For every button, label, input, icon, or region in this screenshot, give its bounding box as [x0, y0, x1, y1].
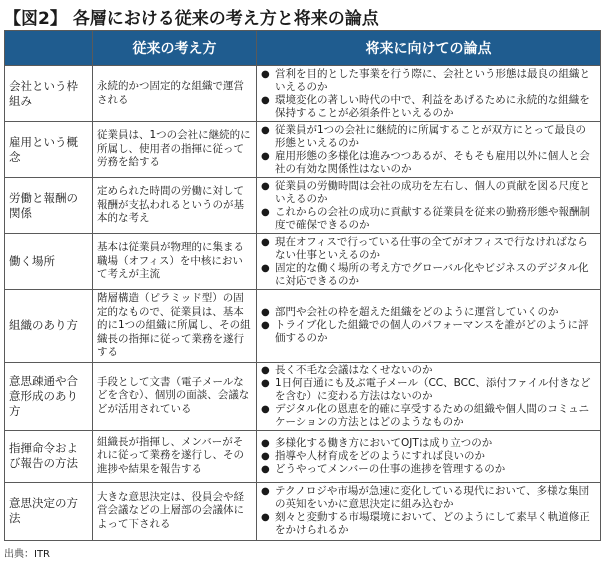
traditional-cell: 永続的かつ固定的な組織で運営される: [93, 66, 257, 122]
future-point: ● テクノロジや市場が急速に変化している現代において、多様な集団の英知をいかに意思決定に組み込むか: [261, 485, 590, 510]
bullet-icon: ●: [261, 180, 270, 192]
future-point: ● 部門や会社の枠を超えた組織をどのように運営していくのか: [261, 306, 559, 319]
table-row: [5, 482, 601, 540]
bullet-icon: ●: [261, 94, 270, 106]
future-point: ● トライブ化した組織での個人のパフォーマンスを誰がどのように評価するのか: [261, 319, 589, 345]
future-point: ● 1日何百通にも及ぶ電子メール（CC、BCC、添付ファイル付きなどを含む）に変わる方法はないのか: [261, 376, 591, 402]
table-row: [5, 178, 601, 234]
traditional-cell: 定められた時間の労働に対して報酬が支払われるというのが基本的な考え: [93, 178, 257, 234]
header-row: [5, 31, 601, 66]
future-point: ● 多様化する働き方においてOJTは成り立つのか: [261, 436, 493, 449]
row-label: 雇用という概念: [5, 122, 93, 178]
future-point: ● 固定的な働く場所の考え方でグローバル化やビジネスのデジタル化に対応できるのか: [261, 261, 589, 287]
bullet-icon: ●: [261, 236, 270, 248]
bullet-icon: ●: [261, 437, 270, 449]
row-label: 意思決定の方法: [5, 482, 93, 540]
traditional-cell: 基本は従業員が物理的に集まる職場（オフィス）を中核において考えが主流: [93, 234, 257, 290]
table-row: [5, 122, 601, 178]
future-point: ● 営利を目的とした事業を行う際に、会社という形態は最良の組織といえるのか: [261, 67, 590, 93]
row-label: 組織のあり方: [5, 290, 93, 363]
bullet-icon: ●: [261, 512, 270, 523]
bullet-icon: ●: [261, 124, 270, 136]
bullet-icon: ●: [261, 377, 270, 389]
future-cell: [257, 122, 601, 178]
traditional-cell: 大きな意思決定は、役員会や経営会議などの上層部の会議体によって下される: [93, 482, 257, 540]
traditional-cell: 階層構造（ピラミッド型）の固定的なもので、従業員は、基本的に1つの組織に所属し、その組織長の指揮に従って業務を遂行する: [93, 290, 257, 363]
future-cell: [257, 290, 601, 363]
table-row: [5, 290, 601, 363]
bullet-icon: ●: [261, 463, 270, 475]
bullet-icon: ●: [261, 150, 270, 162]
traditional-cell: 手段として文書（電子メールなどを含む）、個別の面談、会議などが活用されている: [93, 362, 257, 430]
bullet-icon: ●: [261, 403, 270, 415]
future-point: ● 雇用形態の多様化は進みつつあるが、そもそも雇用以外に個人と会社の有効な関係性はないのか: [261, 149, 590, 175]
table-row: [5, 430, 601, 482]
header-traditional: 従来の考え方: [93, 31, 257, 66]
figure-title: 【図2】 各層における従来の考え方と将来の論点: [4, 9, 379, 29]
future-point: ● 指導や人材育成をどのようにすれば良いのか: [261, 449, 485, 462]
future-cell: [257, 66, 601, 122]
bullet-icon: ●: [261, 68, 270, 80]
row-label: 労働と報酬の関係: [5, 178, 93, 234]
table-row: [5, 362, 601, 430]
future-cell: [257, 482, 601, 540]
comparison-table: [4, 30, 601, 541]
bullet-icon: ●: [261, 450, 270, 462]
row-label: 指揮命令および報告の方法: [5, 430, 93, 482]
future-point: ● 刻々と変動する市場環境において、どのようにして素早く軌道修正をかけられるか: [261, 511, 590, 536]
future-point: ● 長く不毛な会議はなくせないのか: [261, 363, 433, 376]
row-label: 会社という枠組み: [5, 66, 93, 122]
header-future: 将来に向けての論点: [257, 31, 601, 66]
row-label: 働く場所: [5, 234, 93, 290]
future-point: ● デジタル化の恩恵を的確に享受するための組織や個人間のコミュニケーションの方法とはどのようなものか: [261, 402, 590, 428]
traditional-cell: 組織長が指揮し、メンバーがそれに従って業務を遂行し、その進捗や結果を報告する: [93, 430, 257, 482]
bullet-icon: ●: [261, 206, 270, 218]
future-point: ● 従業員が1つの会社に継続的に所属することが双方にとって最良の形態といえるのか: [261, 123, 586, 149]
header-blank: [5, 31, 93, 66]
traditional-cell: 従業員は、1つの会社に継続的に所属し、使用者の指揮に従って労務を給する: [93, 122, 257, 178]
bullet-icon: ●: [261, 262, 270, 274]
future-cell: [257, 430, 601, 482]
bullet-icon: ●: [261, 364, 270, 376]
table-row: [5, 66, 601, 122]
bullet-icon: ●: [261, 486, 270, 497]
table-row: [5, 234, 601, 290]
future-point: ● 現在オフィスで行っている仕事の全てがオフィスで行なければならない仕事といえるのか: [261, 235, 588, 261]
future-point: ● どうやってメンバーの仕事の進捗を管理するのか: [261, 462, 506, 475]
future-cell: [257, 178, 601, 234]
bullet-icon: ●: [261, 320, 270, 332]
future-point: ● これからの会社の成功に貢献する従業員を従来の勤務形態や報酬制度で確保できるのか: [261, 205, 590, 231]
future-point: ● 環境変化の著しい時代の中で、利益をあげるために永続的な組織を保持することが必須条件といえるのか: [261, 93, 590, 119]
bullet-icon: ●: [261, 307, 270, 319]
future-cell: [257, 234, 601, 290]
row-label: 意思疎通や合意形成のあり方: [5, 362, 93, 430]
future-point: ● 従業員の労働時間は会社の成功を左右し、個人の貢献を図る尺度といえるのか: [261, 179, 590, 205]
future-cell: [257, 362, 601, 430]
source-note: 出典：ITR: [4, 549, 51, 560]
